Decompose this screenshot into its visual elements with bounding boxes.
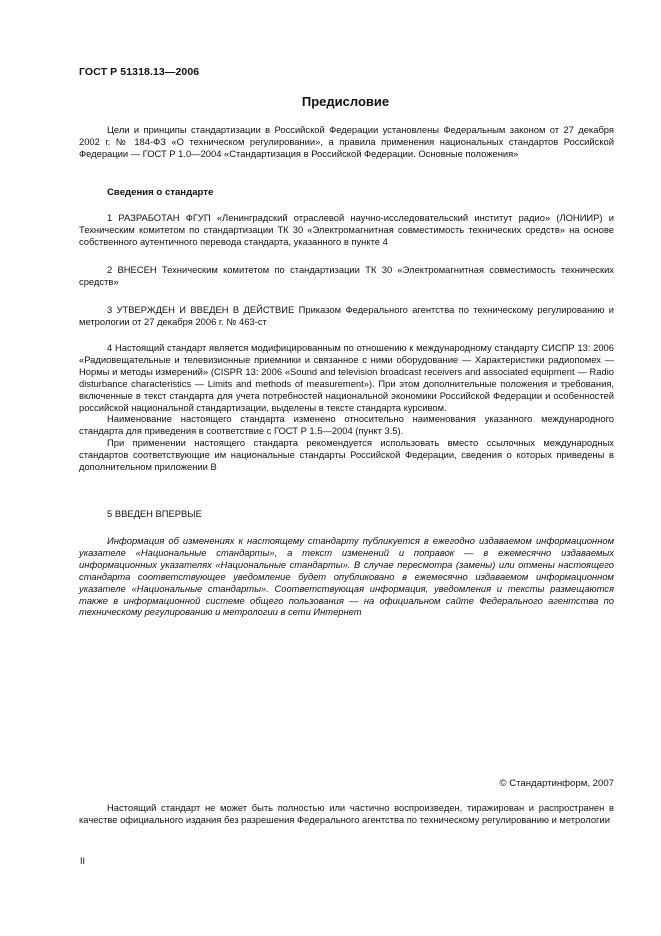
notice-text: Информация об изменениях к настоящему стандарту публикуется в ежегодно издаваемом информационном указателе «Национальные стандарты», а текст изменений и поправок — в ежемесячно издаваемых информационных указателях «Национальные стандарты». В случае пересмотра (замены) или отмены настоящего стандарта соответствующее уведомление будет опубликовано в ежемесячно издаваемом информационном указателе «Национальные стандарты». Соответствующая информация, уведомления и тексты размещаются также в информационной системе общего пользования — на официальном сайте Федерального агентства по техническому регулированию и метрологии в сети Интернет: [79, 535, 614, 618]
intro-text: Цели и принципы стандартизации в Российской Федерации установлены Федеральным законом от 27 декабря 2002 г. № 184-ФЗ «О техническом регулировании», а правила применения национальных стандартов Российской Федерации — ГОСТ Р 1.0—2004 «Стандартизация в Российской Федерации. Основные положения»: [79, 124, 614, 159]
item-5: [79, 508, 614, 520]
item-3: [79, 304, 614, 328]
item-1-text: 1 РАЗРАБОТАН ФГУП «Ленинградский отраслевой научно-исследовательский институт радио» (ЛОНИИР) и Техническим комитетом по стандартизации ТК 30 «Электромагнитная совместимость технических средств» на основе собственного аутентичного перевода стандарта, указанного в пункте 4: [79, 212, 614, 247]
item-4-references-note: При применении настоящего стандарта рекомендуется использовать вместо ссылочных международных стандартов соответствующие им национальные стандарты Российской Федерации, сведения о которых приведены в дополнительном приложении В: [79, 437, 614, 473]
intro-paragraph: [79, 124, 614, 160]
page-title: Предисловие: [301, 94, 390, 109]
item-2-text: 2 ВНЕСЕН Техническим комитетом по стандартизации ТК 30 «Электромагнитная совместимость технических средств»: [79, 264, 614, 287]
item-1: [79, 212, 614, 248]
item-4: [79, 342, 614, 473]
copyright-line: © Стандартинформ, 2007: [499, 778, 614, 789]
item-4-text: 4 Настоящий стандарт является модифицированным по отношению к международному стандарту СИСПР 13: 2006 «Радиовещательные и телевизионные приемники и связанное с ними оборудование — Характеристики радиопомех — Нормы и методы измерений» (CISPR 13: 2006 «Sound and television broadcast receivers and associated equipment — Radio disturbance characteristics — Limits and methods of measurement»). При этом дополнительные положения и требования, включенные в текст стандарта для учета потребностей национальной экономики Российской Федерации и особенностей российской национальной стандартизации, выделены в тексте стандарта курсивом.: [79, 342, 614, 413]
item-4-name-note: Наименование настоящего стандарта изменено относительно наименования указанного международного стандарта для приведения в соответствие с ГОСТ Р 1.5—2004 (пункт 3.5).: [79, 413, 614, 437]
item-2: [79, 264, 614, 288]
item-3-text: 3 УТВЕРЖДЕН И ВВЕДЕН В ДЕЙСТВИЕ Приказом Федерального агентства по техническому регулированию и метрологии от 27 декабря 2006 г. № 463-ст: [79, 304, 614, 327]
document-code-header: ГОСТ Р 51318.13—2006: [79, 66, 200, 78]
rights-text: Настоящий стандарт не может быть полностью или частично воспроизведен, тиражирован и распространен в качестве официального издания без разрешения Федерального агентства по техническому регулированию и метрологии: [79, 802, 614, 825]
notice-paragraph: [79, 535, 614, 618]
section-subheading: Сведения о стандарте: [107, 187, 214, 198]
item-5-text: 5 ВВЕДЕН ВПЕРВЫЕ: [107, 508, 202, 519]
page-number: II: [80, 856, 86, 866]
rights-paragraph: [79, 802, 614, 826]
